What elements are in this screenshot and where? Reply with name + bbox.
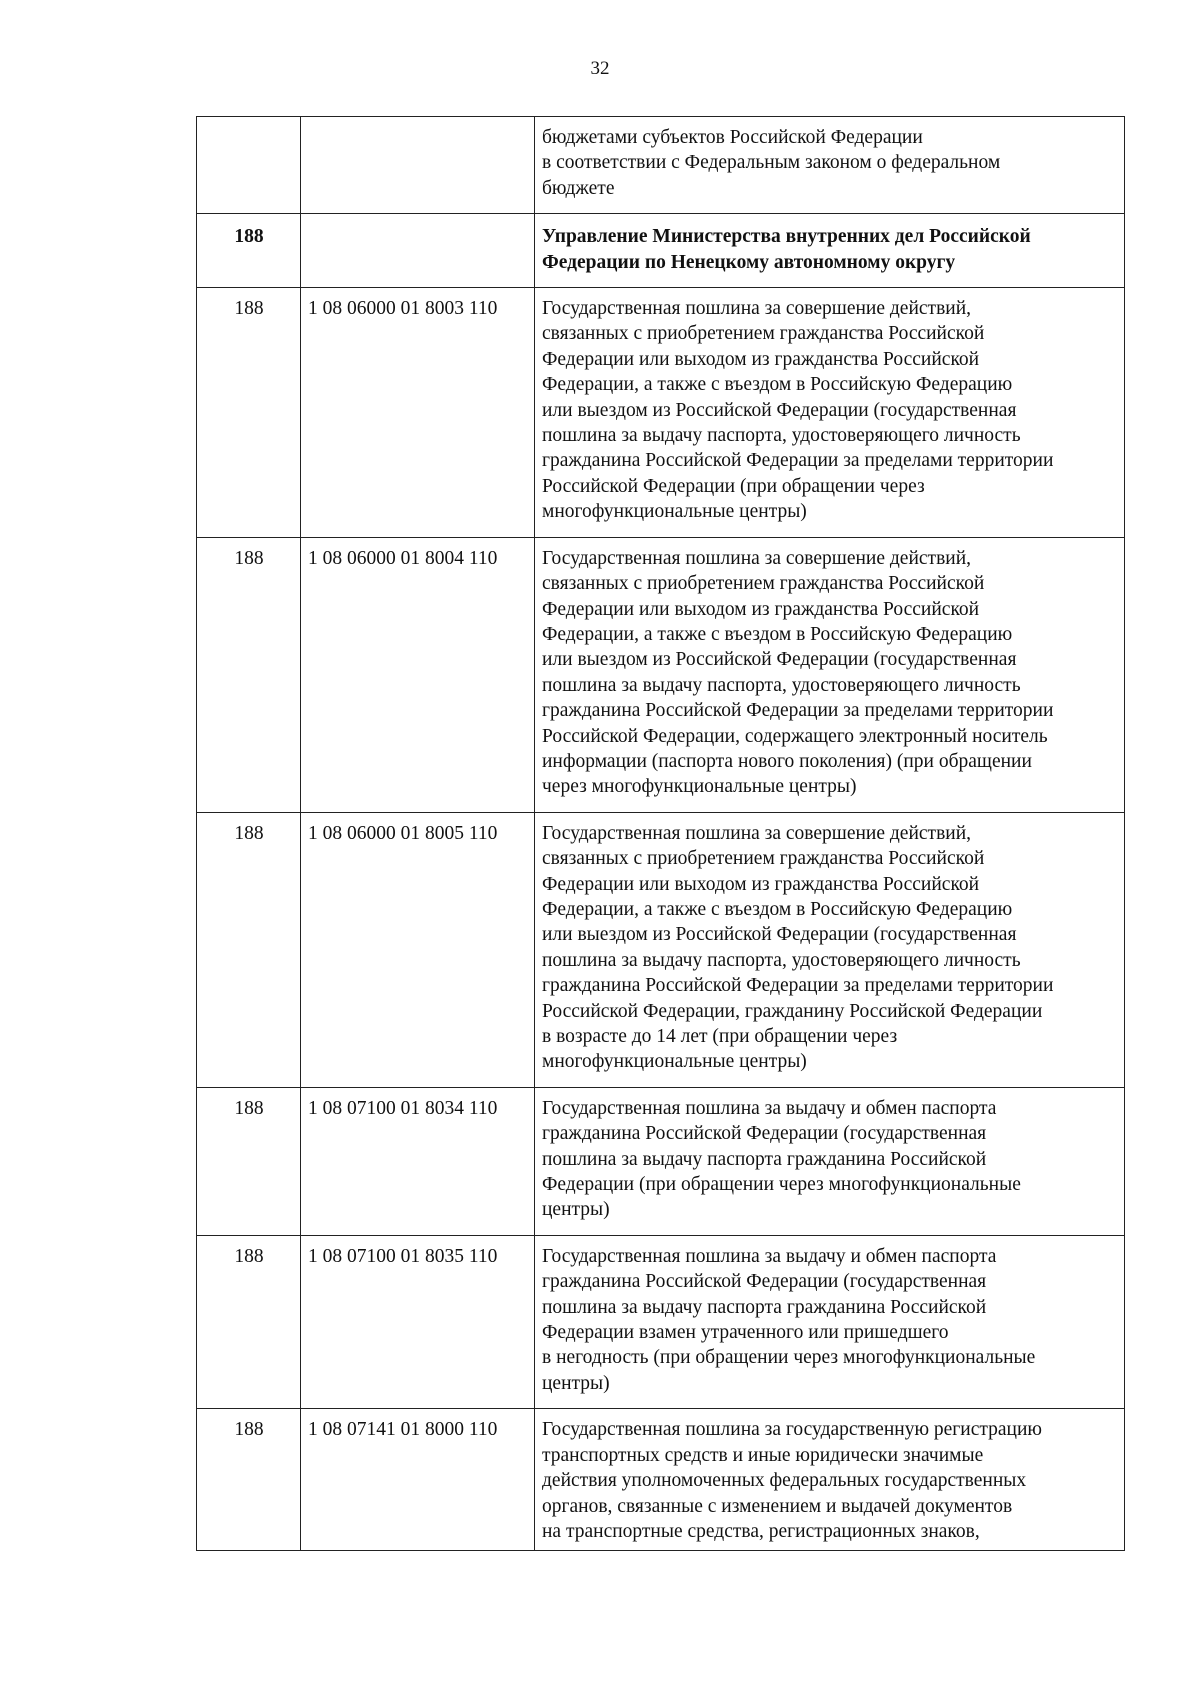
description-line: информации (паспорта нового поколения) (при обращении — [542, 750, 1032, 772]
kbk-code-cell — [301, 117, 535, 214]
description-line: гражданина Российской Федерации (государственная — [542, 1123, 987, 1145]
description-line: гражданина Российской Федерации за пределами территории — [542, 450, 1054, 472]
description-line: Государственная пошлина за совершение действий, — [542, 547, 972, 569]
description-line: Федерации (при обращении через многофункциональные — [542, 1174, 1021, 1196]
description-line: или выездом из Российской Федерации (государственная — [542, 399, 1017, 421]
admin-code-cell: 188 — [197, 812, 301, 1087]
description-line: Управление Министерства внутренних дел Российской — [542, 226, 1031, 248]
description-line: гражданина Российской Федерации за пределами территории — [542, 700, 1054, 722]
description-line: через многофункциональные центры) — [542, 776, 857, 798]
admin-code-cell: 188 — [197, 1087, 301, 1235]
description-cell — [535, 1087, 1125, 1235]
admin-code-cell — [197, 117, 301, 214]
description-line: на транспортные средства, регистрационных знаков, — [542, 1520, 980, 1542]
admin-code-cell: 188 — [197, 1235, 301, 1408]
description-line: пошлина за выдачу паспорта гражданина Российской — [542, 1148, 987, 1170]
admin-code-cell: 188 — [197, 214, 301, 288]
description-line: гражданина Российской Федерации (государственная — [542, 1271, 987, 1293]
description-line: пошлина за выдачу паспорта, удостоверяющего личность — [542, 674, 1021, 696]
description-line: бюджетами субъектов Российской Федерации — [542, 127, 923, 148]
description-line: Российской Федерации, гражданину Российской Федерации — [542, 1000, 1043, 1022]
kbk-code-cell: 1 08 06000 01 8003 110 — [301, 288, 535, 538]
description-line: Федерации, а также с въездом в Российскую Федерацию — [542, 898, 1013, 920]
description-cell — [535, 1409, 1125, 1551]
description-line: Российской Федерации (при обращении через — [542, 475, 925, 497]
description-line: Государственная пошлина за выдачу и обмен паспорта — [542, 1245, 997, 1267]
description-line: многофункциональные центры) — [542, 1051, 807, 1073]
description-line: Федерации, а также с въездом в Российскую Федерацию — [542, 374, 1013, 396]
description-line: органов, связанные с изменением и выдачей документов — [542, 1495, 1013, 1517]
table-row — [197, 1087, 1125, 1235]
description-cell — [535, 288, 1125, 538]
description-line: пошлина за выдачу паспорта, удостоверяющего личность — [542, 425, 1021, 447]
table-row — [197, 1409, 1125, 1551]
description-cell — [535, 812, 1125, 1087]
table-row — [197, 537, 1125, 812]
description-line: связанных с приобретением гражданства Российской — [542, 323, 985, 345]
description-line: в соответствии с Федеральным законом о федеральном — [542, 152, 1001, 174]
description-line: связанных с приобретением гражданства Российской — [542, 848, 985, 870]
table-row — [197, 214, 1125, 288]
description-line: Федерации, а также с въездом в Российскую Федерацию — [542, 623, 1013, 645]
description-cell — [535, 117, 1125, 214]
description-line: связанных с приобретением гражданства Российской — [542, 573, 985, 595]
description-line: Государственная пошлина за государственную регистрацию — [542, 1419, 1042, 1441]
table-row — [197, 117, 1125, 214]
description-line: Российской Федерации, содержащего электронный носитель — [542, 725, 1048, 747]
admin-code-cell: 188 — [197, 1409, 301, 1551]
description-line: пошлина за выдачу паспорта, удостоверяющего личность — [542, 949, 1021, 971]
description-line: Федерации взамен утраченного или пришедшего — [542, 1322, 949, 1344]
description-line: Федерации или выходом из гражданства Российской — [542, 873, 980, 895]
kbk-code-cell: 1 08 07100 01 8035 110 — [301, 1235, 535, 1408]
description-line: Государственная пошлина за выдачу и обмен паспорта — [542, 1097, 997, 1119]
kbk-code-cell: 1 08 07100 01 8034 110 — [301, 1087, 535, 1235]
kbk-code-cell — [301, 214, 535, 288]
description-line: Государственная пошлина за совершение действий, — [542, 298, 972, 320]
description-cell — [535, 214, 1125, 288]
description-line: пошлина за выдачу паспорта гражданина Российской — [542, 1296, 987, 1318]
description-line: центры) — [542, 1199, 610, 1221]
description-cell — [535, 1235, 1125, 1408]
description-line: действия уполномоченных федеральных государственных — [542, 1470, 1027, 1492]
kbk-code-cell: 1 08 06000 01 8005 110 — [301, 812, 535, 1087]
table-body — [197, 117, 1125, 1551]
description-line: центры) — [542, 1372, 610, 1394]
description-line: бюджете — [542, 177, 615, 199]
description-line: гражданина Российской Федерации за пределами территории — [542, 975, 1054, 997]
description-line: Федерации или выходом из гражданства Российской — [542, 598, 980, 620]
description-line: многофункциональные центры) — [542, 501, 807, 523]
admin-code-cell: 188 — [197, 537, 301, 812]
table-row — [197, 288, 1125, 538]
description-line: в негодность (при обращении через многофункциональные — [542, 1347, 1036, 1369]
table-row — [197, 812, 1125, 1087]
description-line: или выездом из Российской Федерации (государственная — [542, 649, 1017, 671]
description-cell — [535, 537, 1125, 812]
description-line: Федерации по Ненецкому автономному округу — [542, 251, 956, 273]
kbk-code-cell: 1 08 07141 01 8000 110 — [301, 1409, 535, 1551]
description-line: Федерации или выходом из гражданства Российской — [542, 348, 980, 370]
description-line: в возрасте до 14 лет (при обращении через — [542, 1026, 898, 1047]
page-number: 32 — [590, 58, 610, 79]
kbk-code-cell: 1 08 06000 01 8004 110 — [301, 537, 535, 812]
description-line: Государственная пошлина за совершение действий, — [542, 822, 972, 844]
table-row — [197, 1235, 1125, 1408]
description-line: или выездом из Российской Федерации (государственная — [542, 924, 1017, 946]
description-line: транспортных средств и иные юридически значимые — [542, 1444, 984, 1466]
budget-classification-table — [196, 116, 1125, 1551]
admin-code-cell: 188 — [197, 288, 301, 538]
